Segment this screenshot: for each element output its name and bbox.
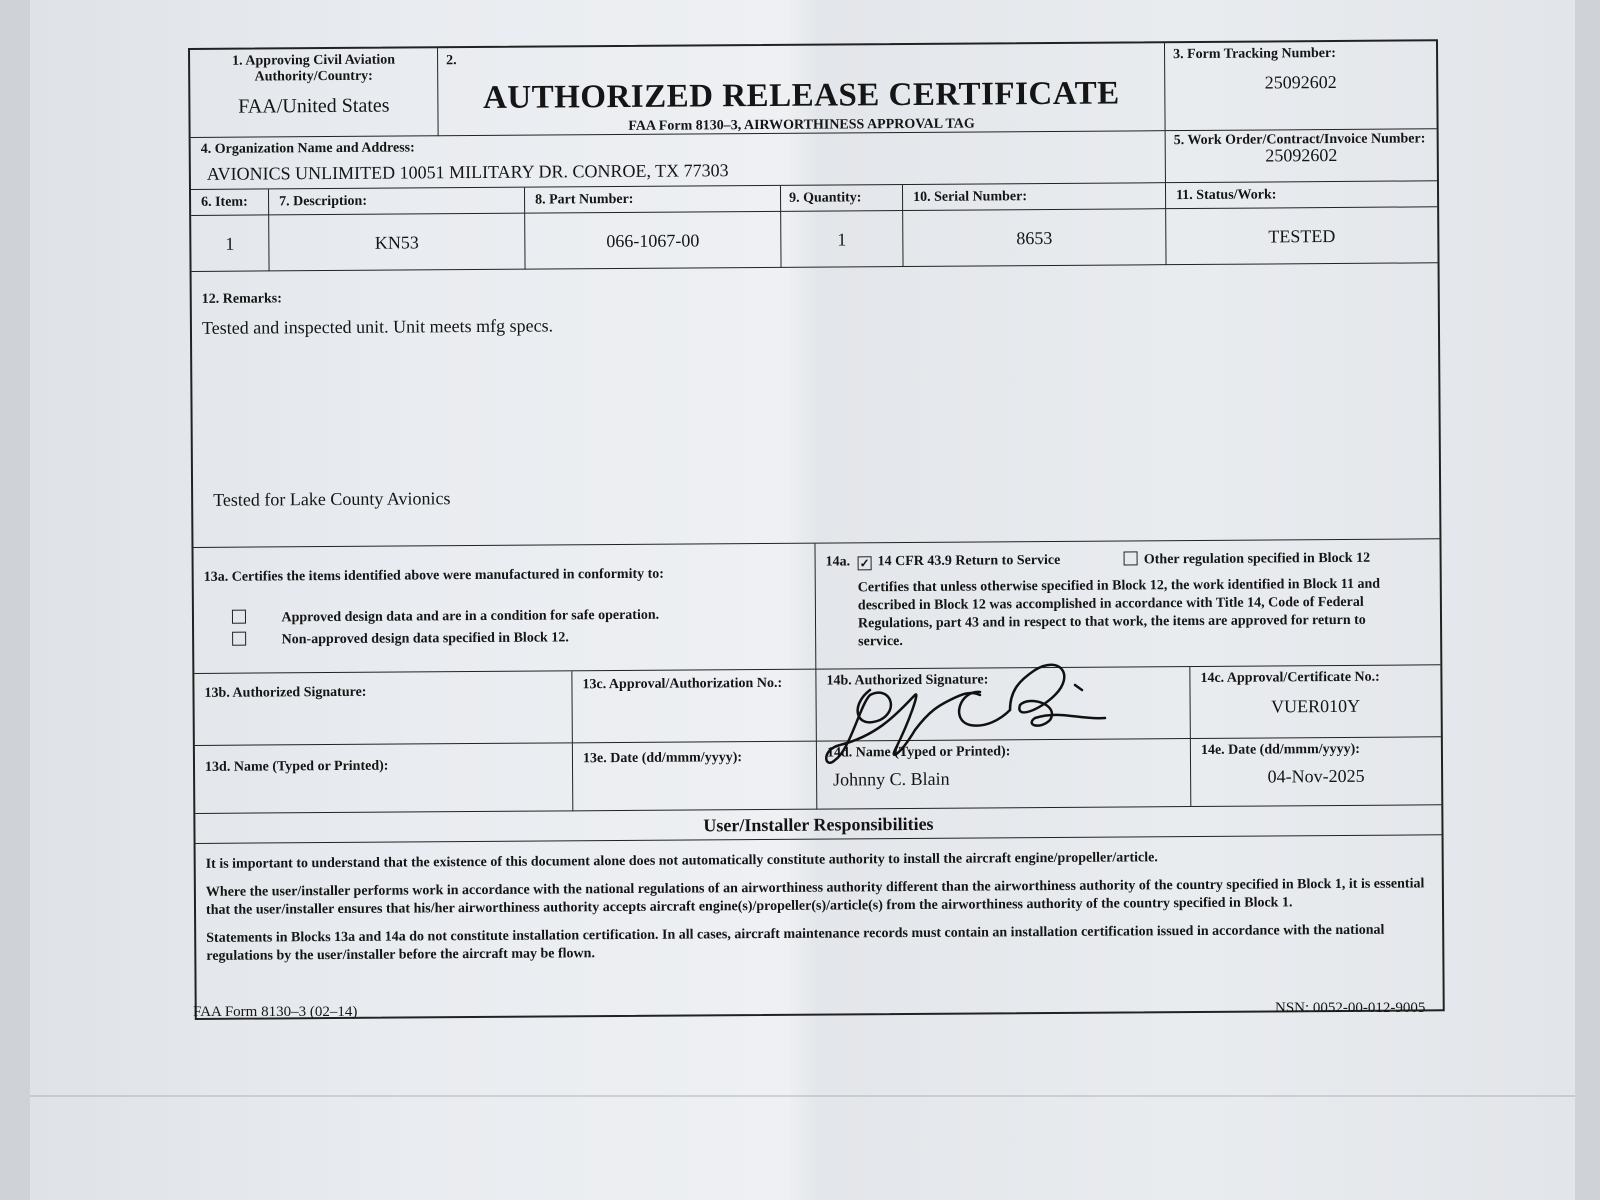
block-4 bbox=[191, 131, 1166, 190]
approved-design-text: Approved design data and are in a condition for safe operation. bbox=[281, 607, 660, 626]
approved-design-checkbox[interactable] bbox=[232, 610, 246, 624]
block-13a bbox=[193, 544, 816, 674]
handwritten-signature bbox=[820, 650, 1110, 770]
block-13e-label: 13e. Date (dd/mmm/yyyy): bbox=[582, 750, 743, 767]
responsibilities-paragraph-2: Where the user/installer performs work in accordance with the national regulations of an airworthiness authority different than the airworthiness authority of the country specified in Block 1, it is essential that the user/installer ensures that his/her airworthiness authority accepts aircraft engine(s)/propeller(s)/article(s) from the airworthiness authority of the country specified in Block 1. bbox=[205, 876, 1425, 918]
responsibilities-title: User/Installer Responsibilities bbox=[703, 813, 934, 836]
certificate-form bbox=[188, 39, 1445, 1020]
responsibilities-body bbox=[196, 835, 1443, 1018]
item-description: KN53 bbox=[269, 214, 525, 272]
item-status: TESTED bbox=[1166, 207, 1437, 265]
form-identifier: FAA Form 8130–3 (02–14) bbox=[193, 1004, 358, 1020]
block-12-remarks bbox=[192, 263, 1440, 548]
block-14e bbox=[1191, 737, 1441, 807]
responsibilities-paragraph-1: It is important to understand that the existence of this document alone does not automatically constitute authority to install the aircraft engine/propeller/article. bbox=[205, 850, 1158, 872]
non-approved-design-checkbox[interactable] bbox=[232, 632, 246, 646]
header-status-work: 11. Status/Work: bbox=[1166, 181, 1437, 209]
block-13c bbox=[572, 670, 816, 744]
block-3-label: 3. Form Tracking Number: bbox=[1173, 45, 1336, 63]
other-regulation-checkbox[interactable] bbox=[1124, 551, 1138, 565]
other-regulation-text: Other regulation specified in Block 12 bbox=[1143, 550, 1371, 568]
form-tracking-number: 25092602 bbox=[1264, 71, 1337, 93]
block-14d-label: 14d. Name (Typed or Printed): bbox=[826, 744, 1011, 761]
block-4-label: 4. Organization Name and Address: bbox=[200, 140, 415, 157]
non-approved-design-text: Non-approved design data specified in Block 12. bbox=[281, 630, 569, 648]
header-item: 6. Item: bbox=[191, 189, 269, 216]
approval-date: 04-Nov-2025 bbox=[1267, 765, 1365, 787]
paper-fold bbox=[30, 1095, 1575, 1097]
block-13a-option-1 bbox=[232, 607, 659, 627]
item-quantity: 1 bbox=[781, 211, 903, 268]
block-14a-options bbox=[826, 550, 1371, 571]
block-14a-label: 14a. bbox=[825, 554, 851, 570]
block-5 bbox=[1166, 129, 1437, 183]
block-5-label: 5. Work Order/Contract/Invoice Number: bbox=[1173, 131, 1426, 149]
block-13e bbox=[573, 742, 817, 812]
printed-name: Johnny C. Blain bbox=[833, 768, 950, 790]
block-13d-label: 13d. Name (Typed or Printed): bbox=[204, 758, 389, 775]
form-title: AUTHORIZED RELEASE CERTIFICATE bbox=[482, 75, 1120, 116]
block-13b bbox=[194, 671, 572, 746]
item-number: 1 bbox=[191, 215, 269, 272]
header-serial-number: 10. Serial Number: bbox=[903, 183, 1166, 211]
block-3 bbox=[1165, 41, 1437, 131]
remarks-line-1: Tested and inspected unit. Unit meets mfg specs. bbox=[201, 315, 554, 338]
block-1 bbox=[190, 48, 439, 138]
remarks-label: 12. Remarks: bbox=[201, 291, 282, 307]
work-order-number: 25092602 bbox=[1265, 144, 1338, 166]
return-to-service-text: 14 CFR 43.9 Return to Service bbox=[877, 552, 1061, 570]
responsibilities-paragraph-3: Statements in Blocks 13a and 14a do not constitute installation certification. In all cases, aircraft maintenance records must contain an installation certification issued in accordance with the national regulations by the user/installer before the aircraft may be flown. bbox=[206, 922, 1385, 964]
block-14e-label: 14e. Date (dd/mmm/yyyy): bbox=[1200, 741, 1361, 758]
block-1-label: 1. Approving Civil Aviation Authority/Country: bbox=[232, 52, 396, 85]
block-14a-statement: Certifies that unless otherwise specified in Block 12, the work identified in Block 11 and described in Block 12 was accomplished in accordance with Title 14, Code of Federal Regulations, part 43 and in respect to that work, the items are approved for return to service. bbox=[857, 576, 1381, 650]
block-13d bbox=[195, 743, 573, 814]
block-13a-label: 13a. Certifies the items identified above were manufactured in conformity to: bbox=[203, 566, 664, 585]
block-13b-label: 13b. Authorized Signature: bbox=[204, 684, 367, 701]
block-2-label: 2. bbox=[446, 53, 457, 69]
nsn-number: NSN: 0052-00-012-9005 bbox=[1275, 1000, 1426, 1016]
header-description: 7. Description: bbox=[269, 188, 525, 216]
item-serial-number: 8653 bbox=[903, 209, 1166, 267]
block-2 bbox=[438, 43, 1166, 136]
return-to-service-checkbox[interactable]: ✓ bbox=[859, 556, 870, 571]
approval-certificate-number: VUER010Y bbox=[1271, 695, 1361, 717]
form-subtitle: FAA Form 8130–3, AIRWORTHINESS APPROVAL TAG bbox=[628, 116, 975, 134]
block-13c-label: 13c. Approval/Authorization No.: bbox=[582, 675, 783, 693]
block-1-value: FAA/United States bbox=[238, 94, 390, 118]
header-quantity: 9. Quantity: bbox=[781, 185, 903, 212]
remarks-line-2: Tested for Lake County Avionics bbox=[213, 488, 451, 510]
block-14c-label: 14c. Approval/Certificate No.: bbox=[1200, 669, 1380, 686]
header-part-number: 8. Part Number: bbox=[525, 186, 781, 214]
item-part-number: 066-1067-00 bbox=[525, 212, 781, 270]
block-14c bbox=[1190, 665, 1440, 739]
block-13a-option-2 bbox=[232, 629, 569, 648]
organization-name-address: AVIONICS UNLIMITED 10051 MILITARY DR. CONROE, TX 77303 bbox=[206, 160, 729, 184]
block-14b-label: 14b. Authorized Signature: bbox=[826, 672, 989, 689]
